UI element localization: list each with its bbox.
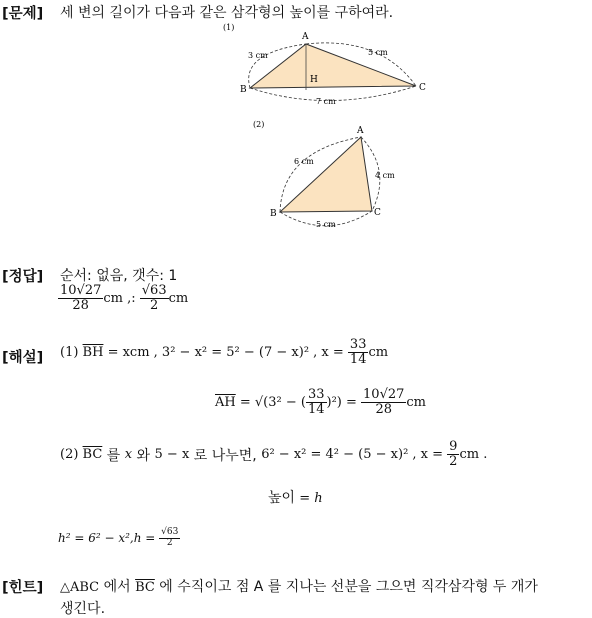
solution-p2-ko3: 로 나누면, [189, 447, 262, 464]
fig1-triangle [250, 44, 416, 88]
solution-ah-inner-num: 33 [307, 387, 325, 402]
fig1-length-ac: 5 cm [368, 48, 388, 57]
solution-h-frac-num: √63 [161, 527, 179, 537]
segment-bh: $\overline{BH}$ [82, 345, 104, 361]
solution-label: [해설] [2, 350, 44, 366]
triangle-figure-1 [220, 18, 440, 108]
solution-height-eq: = h [295, 491, 323, 506]
solution-p2-equation: 6² − x² = 4² − (5 − x)² , x = [261, 447, 448, 463]
fig1-label-a: A [302, 32, 309, 42]
problem-label: [문제] [2, 6, 44, 22]
solution-ah [215, 388, 426, 418]
solution-part1 [60, 338, 388, 368]
hint-line1 [60, 576, 538, 596]
fig1-length-bc: 7 cm [316, 97, 336, 106]
answer-frac1-den: 28 [72, 298, 89, 314]
solution-p1-unit: cm [368, 345, 389, 361]
solution-p1-frac-den: 14 [349, 352, 367, 368]
fig2-length-ab: 6 cm [294, 157, 314, 166]
solution-p1-frac-num: 33 [349, 337, 367, 352]
answer-unit1: cm [103, 291, 123, 307]
fig1-label-b: B [240, 85, 247, 95]
triangle-figure-2 [250, 115, 400, 235]
fig1-length-ab: 3 cm [248, 51, 268, 60]
fig2-number: (2) [253, 120, 265, 129]
solution-p2-frac-num: 9 [449, 439, 458, 454]
problem-text: 세 변의 길이가 다음과 같은 삼각형의 높이를 구하여라. [60, 5, 394, 21]
solution-p1-equation: = xcm , 3² − x² = 5² − (7 − x)² , x = [103, 345, 348, 361]
solution-part2 [60, 440, 487, 470]
solution-p2-5x: 5 − x [154, 447, 190, 463]
hint-ko1: 에서 [99, 579, 136, 595]
answer-frac2-num: √63 [141, 283, 167, 298]
hint-segment-bc: $\overline{BC}$ [135, 580, 155, 595]
fig2-label-b: B [270, 209, 277, 219]
segment-bc: $\overline{BC}$ [82, 447, 103, 463]
solution-ah-frac-num: 10√27 [363, 387, 405, 402]
solution-p2-head: (2) [60, 447, 83, 463]
fig2-label-c: C [374, 208, 381, 218]
fig2-length-ac: 4 cm [375, 171, 395, 180]
hint-label: [힌트] [2, 580, 44, 596]
hint-triangle: △ABC [60, 580, 100, 595]
solution-h-line [58, 528, 180, 549]
answer-frac1-num: 10√27 [60, 283, 102, 298]
solution-height-line [268, 487, 323, 507]
solution-p2-ko1: 를 [102, 447, 125, 464]
solution-p2-tail: cm . [459, 447, 488, 463]
answer-unit2: cm [168, 291, 189, 307]
solution-p2-x: x [124, 447, 133, 463]
fig2-triangle [280, 137, 372, 212]
fig1-label-c: C [419, 83, 426, 93]
segment-ah: $\overline{AH}$ [215, 395, 236, 411]
fig1-number: (1) [223, 23, 235, 32]
solution-ah-frac-den: 28 [375, 402, 392, 418]
fig2-length-bc: 5 cm [316, 220, 336, 229]
answer-separator: ,: [122, 291, 140, 307]
hint-line2: 생긴다. [60, 601, 106, 617]
solution-p2-frac-den: 2 [449, 454, 458, 470]
fig1-label-h: H [310, 75, 318, 85]
hint-ko2: 에 수직이고 점 A 를 지나는 선분을 그으면 직각삼각형 두 개가 [154, 579, 538, 595]
solution-h-equation: h² = 6² − x²,h = [58, 531, 160, 546]
fig2-label-a: A [357, 126, 364, 136]
solution-ah-inner-den: 14 [307, 402, 325, 418]
answer-order-count: 순서: 없음, 갯수: 1 [60, 268, 178, 284]
solution-p2-ko2: 와 [132, 447, 155, 464]
solution-ah-tail: )²) = [326, 395, 362, 411]
solution-height-ko: 높이 [268, 490, 296, 506]
solution-h-frac-den: 2 [166, 537, 173, 548]
solution-ah-unit: cm [406, 395, 427, 411]
answer-values [58, 284, 188, 314]
solution-p1-head: (1) [60, 345, 83, 361]
answer-label: [정답] [2, 269, 44, 285]
answer-frac2-den: 2 [150, 298, 159, 314]
solution-ah-sqrt: = √(3² − ( [235, 395, 306, 411]
